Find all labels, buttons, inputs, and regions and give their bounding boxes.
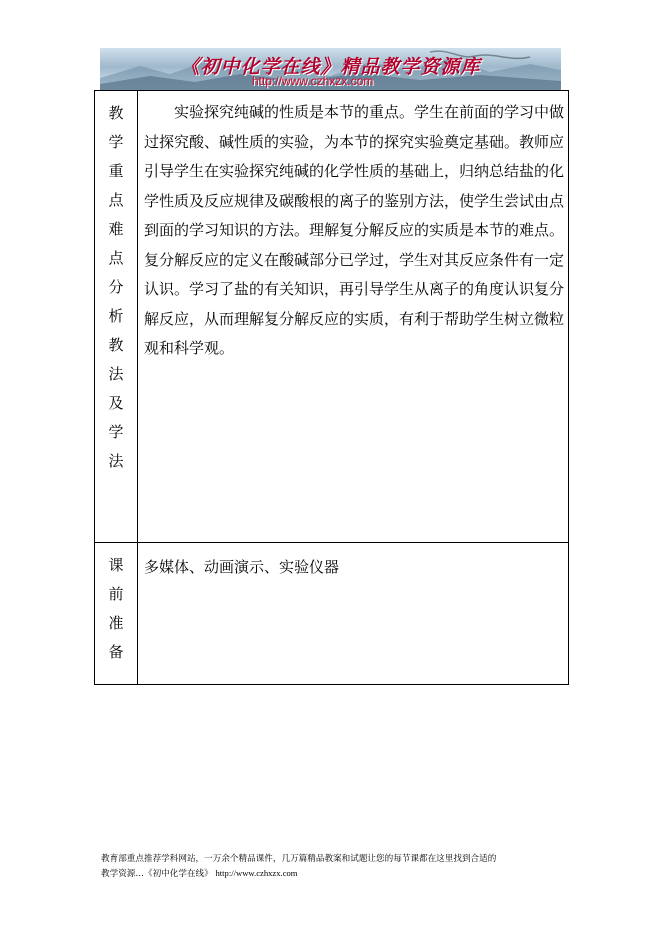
label-char: 点	[108, 191, 124, 209]
label-char: 学	[108, 423, 124, 441]
label-char: 课	[108, 556, 124, 574]
lesson-table	[94, 90, 569, 685]
label-char: 难	[108, 220, 124, 238]
label-char: 教	[108, 104, 124, 122]
key-points-text: 实验探究纯碱的性质是本节的重点。学生在前面的学习中做过探究酸、碱性质的实验，为本节的探究实验奠定基础。教师应引导学生在实验探究纯碱的化学性质的基础上，归纳总结盐的化学性质及反应规律及碳酸根的离子的鉴别方法，使学生尝试由点到面的学习知识的方法。理解复分解反应的实质是本节的难点。复分解反应的定义在酸碱部分已学过，学生对其反应条件有一定认识。学习了盐的有关知识，再引导学生从离子的角度认识复分解反应，从而理解复分解反应的实质，有利于帮助学生树立微粒观和科学观。	[144, 103, 565, 357]
banner-title: 《初中化学在线》精品教学资源库	[180, 56, 481, 78]
row-label-key-points	[95, 91, 138, 543]
row-label-preparation	[95, 543, 138, 685]
label-char: 法	[108, 452, 124, 470]
label-char: 分	[108, 278, 124, 296]
label-char: 备	[108, 643, 124, 661]
label-char: 学	[108, 133, 124, 151]
label-char: 及	[108, 394, 124, 412]
label-char: 析	[108, 307, 124, 325]
label-char: 点	[108, 249, 124, 267]
header-banner	[100, 48, 561, 90]
label-char: 重	[108, 162, 124, 180]
footer-note	[101, 852, 571, 881]
key-points-cell	[138, 91, 569, 543]
table-row-key-points	[95, 91, 569, 543]
footer-line-2-prefix: 教学资源…《初中化学在线》	[101, 869, 213, 879]
preparation-text: 多媒体、动画演示、实验仪器	[144, 558, 340, 576]
footer-line-1: 教育部重点推荐学科网站，一万余个精品课件，几万篇精品教案和试题让您的每节课都在这里找到合适的	[101, 854, 497, 864]
label-char: 准	[108, 614, 124, 632]
preparation-cell	[138, 543, 569, 685]
label-char: 教	[108, 336, 124, 354]
banner-url[interactable]: http://www.czhxzx.com	[252, 74, 374, 88]
footer-line-2	[101, 866, 571, 881]
label-char: 法	[108, 365, 124, 383]
label-char: 前	[108, 585, 124, 603]
footer-url[interactable]: http://www.czhxzx.com	[215, 868, 298, 878]
table-row-preparation	[95, 543, 569, 685]
